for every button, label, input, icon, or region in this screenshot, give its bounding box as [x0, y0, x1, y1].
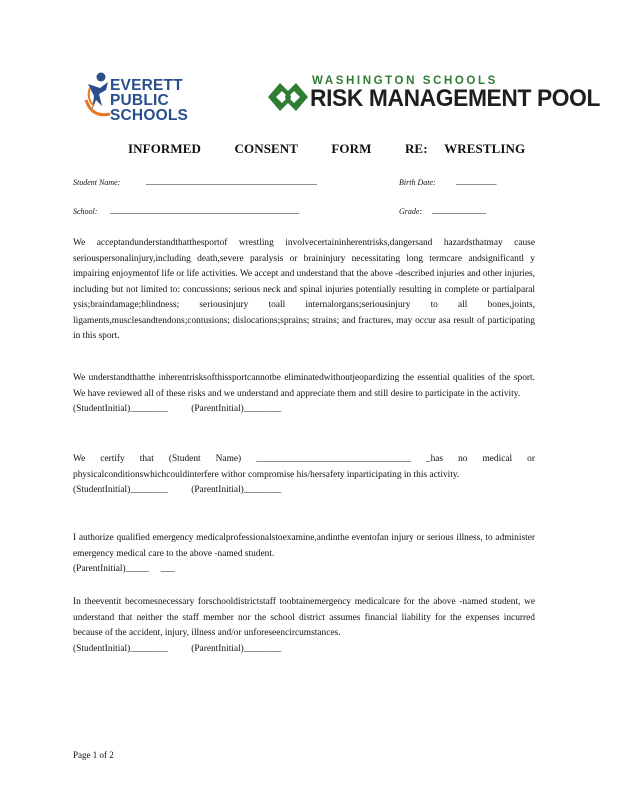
everett-logo-line-2: PUBLIC [110, 92, 169, 109]
birth-date-label: Birth Date: [399, 178, 436, 187]
risk-understanding-paragraph [73, 371, 535, 418]
initials-line[interactable]: (StudentInitial)________ (ParentInitial)________ [73, 643, 282, 654]
wsrmp-top-line: WASHINGTON SCHOOLS [312, 75, 498, 87]
paragraph-text: We understandthatthe inherentrisksofthissportcannotbe eliminatedwithoutjeopardizing the essential qualities of the sport. We have reviewed all of these risks and we understand and appreciate them and still desire to participate in the activity. [73, 373, 535, 399]
grade-field[interactable]: ____________ [432, 205, 486, 215]
initials-line[interactable]: (ParentInitial)_____ ___ [73, 564, 175, 574]
paragraph-text: I authorize qualified emergency medicalprofessionalstoexamine,andinthe eventofan injury or serious illness, to administer emergency medical care to the above -named student. [73, 533, 535, 559]
school-field[interactable]: __________________________________________ [110, 205, 299, 215]
wsrmp-logo [266, 75, 601, 123]
initials-line[interactable]: (StudentInitial)________ (ParentInitial)________ [73, 485, 282, 495]
student-name-label: Student Name: [73, 178, 121, 187]
everett-logo-line-1: EVERETT [110, 77, 183, 94]
everett-figure-icon [84, 70, 112, 126]
everett-logo-line-3: SCHOOLS [110, 107, 189, 124]
initials-line[interactable]: (StudentInitial)________ (ParentInitial)________ [73, 404, 282, 414]
paragraph-text: In theeventit becomesnecessary forschooldistrictstaff toobtainemergency medicalcare for the above -named student, we understand that neither the staff member nor the school district assumes financial liability for the expenses incurred because of the accident, injury, illness and/or unforeseencircumstances. [73, 597, 535, 638]
student-name-field[interactable]: ______________________________________ [146, 176, 317, 186]
risk-acknowledgment-paragraph [73, 236, 535, 345]
school-label: School: [73, 207, 98, 216]
paragraph-text: We acceptandunderstandthatthesportof wrestling involvecertaininherentrisks,dangersand hazardsthatmay cause seriouspersonalinjury,including death,severe paralysis or braininjury necessitating long termcare andsignificantl y impairing enjoymentof life or life activities. We accept and understand that the above -described injuries and other injuries, including but not limited to: concussions; serious neck and spinal injuries potentially resulting in complete or partialparal ysis;braindamage;blindness; seriousinjury toall internalorgans;seriousinjury to all bones,joints, ligaments,musclesandtendons;contusions; dislocations;sprains; strains; and fractures, may occur asa result of participating in this sport. [73, 238, 535, 341]
liability-paragraph [73, 595, 535, 657]
wsrmp-emblem-icon [266, 77, 310, 117]
form-title: INFORMED CONSENT FORM RE: WRESTLING [128, 141, 526, 156]
page-number: Page 1 of 2 [73, 750, 114, 760]
grade-label: Grade: [399, 207, 423, 216]
emergency-authorization-paragraph [73, 531, 535, 578]
paragraph-text: We certify that (Student Name) _________________________________ _has no medical or physicalconditionswhichcouldinterfere withor compromise his/hersafety inparticipating in this activity. [73, 454, 535, 480]
medical-certification-paragraph [73, 452, 535, 499]
wsrmp-main-line: RISK MANAGEMENT POOL [310, 85, 601, 112]
everett-public-schools-logo [84, 70, 214, 126]
birth-date-field[interactable]: _________ [456, 176, 497, 186]
